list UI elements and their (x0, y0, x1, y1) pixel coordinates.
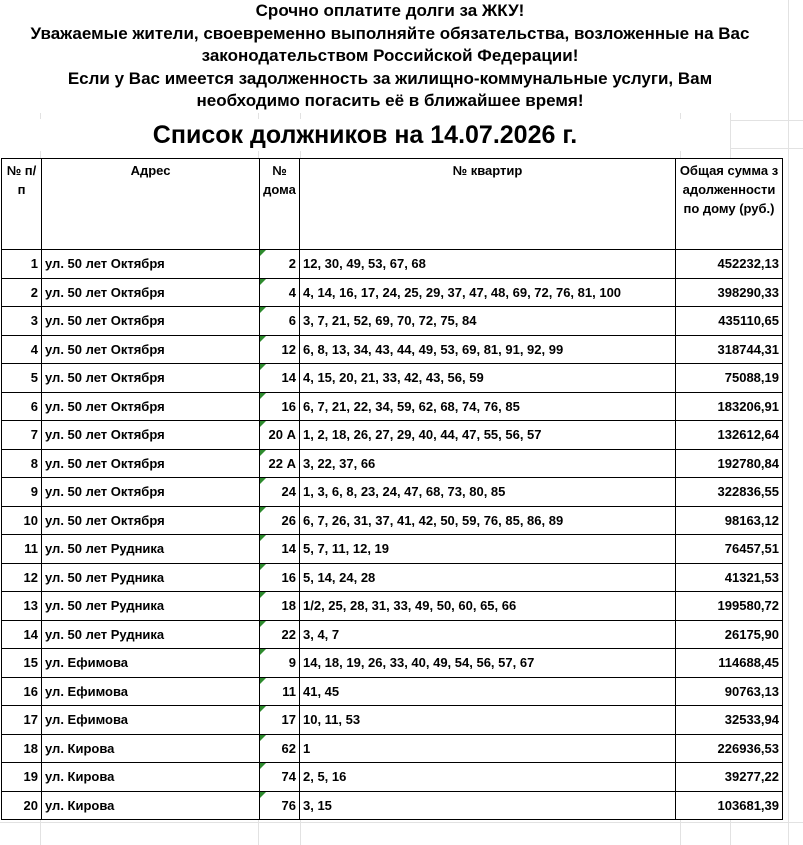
row-num[interactable]: 18 (2, 734, 42, 763)
row-num[interactable]: 16 (2, 677, 42, 706)
cell-marker-icon (260, 393, 266, 399)
row-num[interactable]: 4 (2, 335, 42, 364)
row-address[interactable]: ул. 50 лет Октября (42, 506, 260, 535)
row-address[interactable]: ул. 50 лет Рудника (42, 535, 260, 564)
row-address[interactable]: ул. Кирова (42, 763, 260, 792)
row-house-value: 14 (281, 541, 296, 557)
row-amount[interactable]: 26175,90 (676, 620, 783, 649)
cell-marker-icon (260, 706, 266, 712)
cell-marker-icon (260, 535, 266, 541)
row-house[interactable] (260, 763, 300, 792)
row-flats[interactable]: 6, 7, 26, 31, 37, 41, 42, 50, 59, 76, 85, 86, 89 (300, 506, 676, 535)
row-amount[interactable]: 98163,12 (676, 506, 783, 535)
row-house[interactable] (260, 278, 300, 307)
row-house-value: 11 (282, 683, 296, 699)
row-house[interactable] (260, 421, 300, 450)
row-house-value: 16 (281, 398, 296, 414)
table-row (2, 449, 783, 478)
row-num[interactable]: 7 (2, 421, 42, 450)
cell-marker-icon (260, 250, 266, 256)
cell-marker-icon (260, 421, 266, 427)
row-amount[interactable]: 322836,55 (676, 478, 783, 507)
row-num[interactable]: 10 (2, 506, 42, 535)
row-address[interactable]: ул. Ефимова (42, 649, 260, 678)
row-house-value: 74 (281, 769, 296, 785)
row-num[interactable]: 17 (2, 706, 42, 735)
row-house-value: 4 (288, 284, 296, 300)
row-house[interactable] (260, 364, 300, 393)
row-house[interactable] (260, 478, 300, 507)
row-flats[interactable]: 1, 2, 18, 26, 27, 29, 40, 44, 47, 55, 56, 57 (300, 421, 676, 450)
row-flats[interactable]: 3, 15 (300, 791, 676, 820)
row-house[interactable] (260, 706, 300, 735)
cell-marker-icon (260, 763, 266, 769)
row-amount[interactable]: 114688,45 (676, 649, 783, 678)
cell-marker-icon (260, 735, 266, 741)
row-house-value: 18 (281, 598, 296, 614)
row-house-value: 22 А (268, 455, 296, 471)
row-flats[interactable]: 4, 14, 16, 17, 24, 25, 29, 37, 47, 48, 69, 72, 76, 81, 100 (300, 278, 676, 307)
table-row (2, 307, 783, 336)
row-house[interactable] (260, 592, 300, 621)
cell-marker-icon (260, 621, 266, 627)
table-row (2, 364, 783, 393)
row-flats[interactable]: 6, 8, 13, 34, 43, 44, 49, 53, 69, 81, 91, 92, 99 (300, 335, 676, 364)
row-house[interactable] (260, 335, 300, 364)
row-address[interactable]: ул. Кирова (42, 791, 260, 820)
row-amount[interactable]: 318744,31 (676, 335, 783, 364)
cell-marker-icon (260, 364, 266, 370)
row-house[interactable] (260, 449, 300, 478)
row-house[interactable] (260, 250, 300, 279)
table-row (2, 278, 783, 307)
row-num[interactable]: 11 (2, 535, 42, 564)
row-amount[interactable]: 452232,13 (676, 250, 783, 279)
row-amount[interactable]: 103681,39 (676, 791, 783, 820)
row-house-value: 2 (288, 256, 296, 272)
row-num[interactable]: 3 (2, 307, 42, 336)
row-address[interactable]: ул. 50 лет Октября (42, 364, 260, 393)
row-address[interactable]: ул. 50 лет Октября (42, 421, 260, 450)
row-num[interactable]: 15 (2, 649, 42, 678)
row-address[interactable]: ул. 50 лет Октября (42, 278, 260, 307)
row-amount[interactable]: 132612,64 (676, 421, 783, 450)
row-address[interactable]: ул. 50 лет Октября (42, 392, 260, 421)
row-house[interactable] (260, 535, 300, 564)
row-flats[interactable]: 10, 11, 53 (300, 706, 676, 735)
row-amount[interactable]: 41321,53 (676, 563, 783, 592)
row-flats[interactable]: 1/2, 25, 28, 31, 33, 49, 50, 60, 65, 66 (300, 592, 676, 621)
row-house[interactable] (260, 506, 300, 535)
row-num[interactable]: 6 (2, 392, 42, 421)
row-flats[interactable]: 14, 18, 19, 26, 33, 40, 49, 54, 56, 57, 67 (300, 649, 676, 678)
debtors-table (1, 158, 783, 820)
row-address[interactable]: ул. 50 лет Октября (42, 335, 260, 364)
row-house-value: 9 (288, 655, 296, 671)
table-header-row (2, 159, 783, 250)
table-row (2, 478, 783, 507)
row-num[interactable]: 2 (2, 278, 42, 307)
row-amount[interactable]: 183206,91 (676, 392, 783, 421)
row-house[interactable] (260, 307, 300, 336)
cell-marker-icon (260, 307, 266, 313)
row-house[interactable] (260, 791, 300, 820)
row-amount[interactable]: 226936,53 (676, 734, 783, 763)
table-row (2, 763, 783, 792)
row-house-value: 6 (288, 313, 296, 329)
row-address[interactable]: ул. 50 лет Рудника (42, 563, 260, 592)
row-address[interactable]: ул. Ефимова (42, 677, 260, 706)
header-amount[interactable]: Общая сумма задолженности по дому (руб.) (676, 159, 783, 250)
row-num[interactable]: 12 (2, 563, 42, 592)
row-amount[interactable]: 39277,22 (676, 763, 783, 792)
table-row (2, 706, 783, 735)
row-address[interactable]: ул. 50 лет Октября (42, 449, 260, 478)
header-address[interactable]: Адрес (42, 159, 260, 250)
row-flats[interactable]: 5, 7, 11, 12, 19 (300, 535, 676, 564)
payment-notice (0, 0, 780, 113)
row-num[interactable]: 9 (2, 478, 42, 507)
row-num[interactable]: 8 (2, 449, 42, 478)
notice-line-2: Уважаемые жители, своевременно выполняйте обязательства, возложенные на Вас (30, 23, 750, 43)
header-num[interactable]: № п/п (2, 159, 42, 250)
row-house[interactable] (260, 392, 300, 421)
cell-marker-icon (260, 792, 266, 798)
row-num[interactable]: 1 (2, 250, 42, 279)
header-house[interactable]: № дома (260, 159, 300, 250)
row-flats[interactable]: 3, 22, 37, 66 (300, 449, 676, 478)
row-house[interactable] (260, 563, 300, 592)
row-house-value: 12 (281, 341, 296, 357)
table-row (2, 734, 783, 763)
table-row (2, 392, 783, 421)
table-row (2, 335, 783, 364)
table-row (2, 250, 783, 279)
row-amount[interactable]: 398290,33 (676, 278, 783, 307)
row-num[interactable]: 20 (2, 791, 42, 820)
header-flats[interactable]: № квартир (300, 159, 676, 250)
row-address[interactable]: ул. 50 лет Рудника (42, 620, 260, 649)
row-num[interactable]: 5 (2, 364, 42, 393)
row-address[interactable]: ул. Кирова (42, 734, 260, 763)
cell-marker-icon (260, 649, 266, 655)
cell-marker-icon (260, 450, 266, 456)
row-num[interactable]: 13 (2, 592, 42, 621)
row-house-value: 62 (281, 740, 296, 756)
table-row (2, 649, 783, 678)
notice-line-1: Срочно оплатите долги за ЖКУ! (255, 1, 525, 20)
row-amount[interactable]: 75088,19 (676, 364, 783, 393)
row-flats[interactable]: 6, 7, 21, 22, 34, 59, 62, 68, 74, 76, 85 (300, 392, 676, 421)
row-house[interactable] (260, 649, 300, 678)
table-row (2, 791, 783, 820)
row-address[interactable]: ул. 50 лет Октября (42, 478, 260, 507)
row-flats[interactable]: 2, 5, 16 (300, 763, 676, 792)
row-house-value: 76 (281, 797, 296, 813)
cell-marker-icon (260, 678, 266, 684)
row-flats[interactable]: 3, 4, 7 (300, 620, 676, 649)
row-flats[interactable]: 12, 30, 49, 53, 67, 68 (300, 250, 676, 279)
row-house[interactable] (260, 734, 300, 763)
row-house-value: 16 (281, 569, 296, 585)
row-flats[interactable]: 4, 15, 20, 21, 33, 42, 43, 56, 59 (300, 364, 676, 393)
row-house-value: 17 (281, 712, 296, 728)
row-flats[interactable]: 3, 7, 21, 52, 69, 70, 72, 75, 84 (300, 307, 676, 336)
row-house[interactable] (260, 620, 300, 649)
row-amount[interactable]: 192780,84 (676, 449, 783, 478)
row-amount[interactable]: 199580,72 (676, 592, 783, 621)
row-address[interactable]: ул. 50 лет Октября (42, 307, 260, 336)
cell-marker-icon (260, 507, 266, 513)
row-flats[interactable]: 5, 14, 24, 28 (300, 563, 676, 592)
cell-marker-icon (260, 564, 266, 570)
row-address[interactable]: ул. 50 лет Октября (42, 250, 260, 279)
row-num[interactable]: 14 (2, 620, 42, 649)
table-row (2, 592, 783, 621)
row-amount[interactable]: 76457,51 (676, 535, 783, 564)
cell-marker-icon (260, 336, 266, 342)
row-flats[interactable]: 1, 3, 6, 8, 23, 24, 47, 68, 73, 80, 85 (300, 478, 676, 507)
row-house-value: 26 (281, 512, 296, 528)
cell-marker-icon (260, 279, 266, 285)
row-amount[interactable]: 32533,94 (676, 706, 783, 735)
table-row (2, 535, 783, 564)
row-address[interactable]: ул. 50 лет Рудника (42, 592, 260, 621)
row-house[interactable] (260, 677, 300, 706)
page-title: Список должников на 14.07.2026 г. (0, 119, 730, 151)
notice-line-4: Если у Вас имеется задолженность за жилищно-коммунальные услуги, Вам (67, 68, 713, 88)
row-house-value: 24 (281, 484, 296, 500)
table-row (2, 506, 783, 535)
table-row (2, 421, 783, 450)
row-amount[interactable]: 90763,13 (676, 677, 783, 706)
row-num[interactable]: 19 (2, 763, 42, 792)
row-house-value: 14 (281, 370, 296, 386)
table-row (2, 620, 783, 649)
row-house-value: 20 А (268, 427, 296, 443)
notice-line-5: необходимо погасить её в ближайшее время! (196, 91, 584, 110)
row-address[interactable]: ул. Ефимова (42, 706, 260, 735)
cell-marker-icon (260, 592, 266, 598)
row-amount[interactable]: 435110,65 (676, 307, 783, 336)
notice-line-3: законодательством Российской Федерации! (201, 46, 579, 65)
row-flats[interactable]: 1 (300, 734, 676, 763)
cell-marker-icon (260, 478, 266, 484)
table-row (2, 677, 783, 706)
table-row (2, 563, 783, 592)
row-house-value: 22 (281, 626, 296, 642)
row-flats[interactable]: 41, 45 (300, 677, 676, 706)
